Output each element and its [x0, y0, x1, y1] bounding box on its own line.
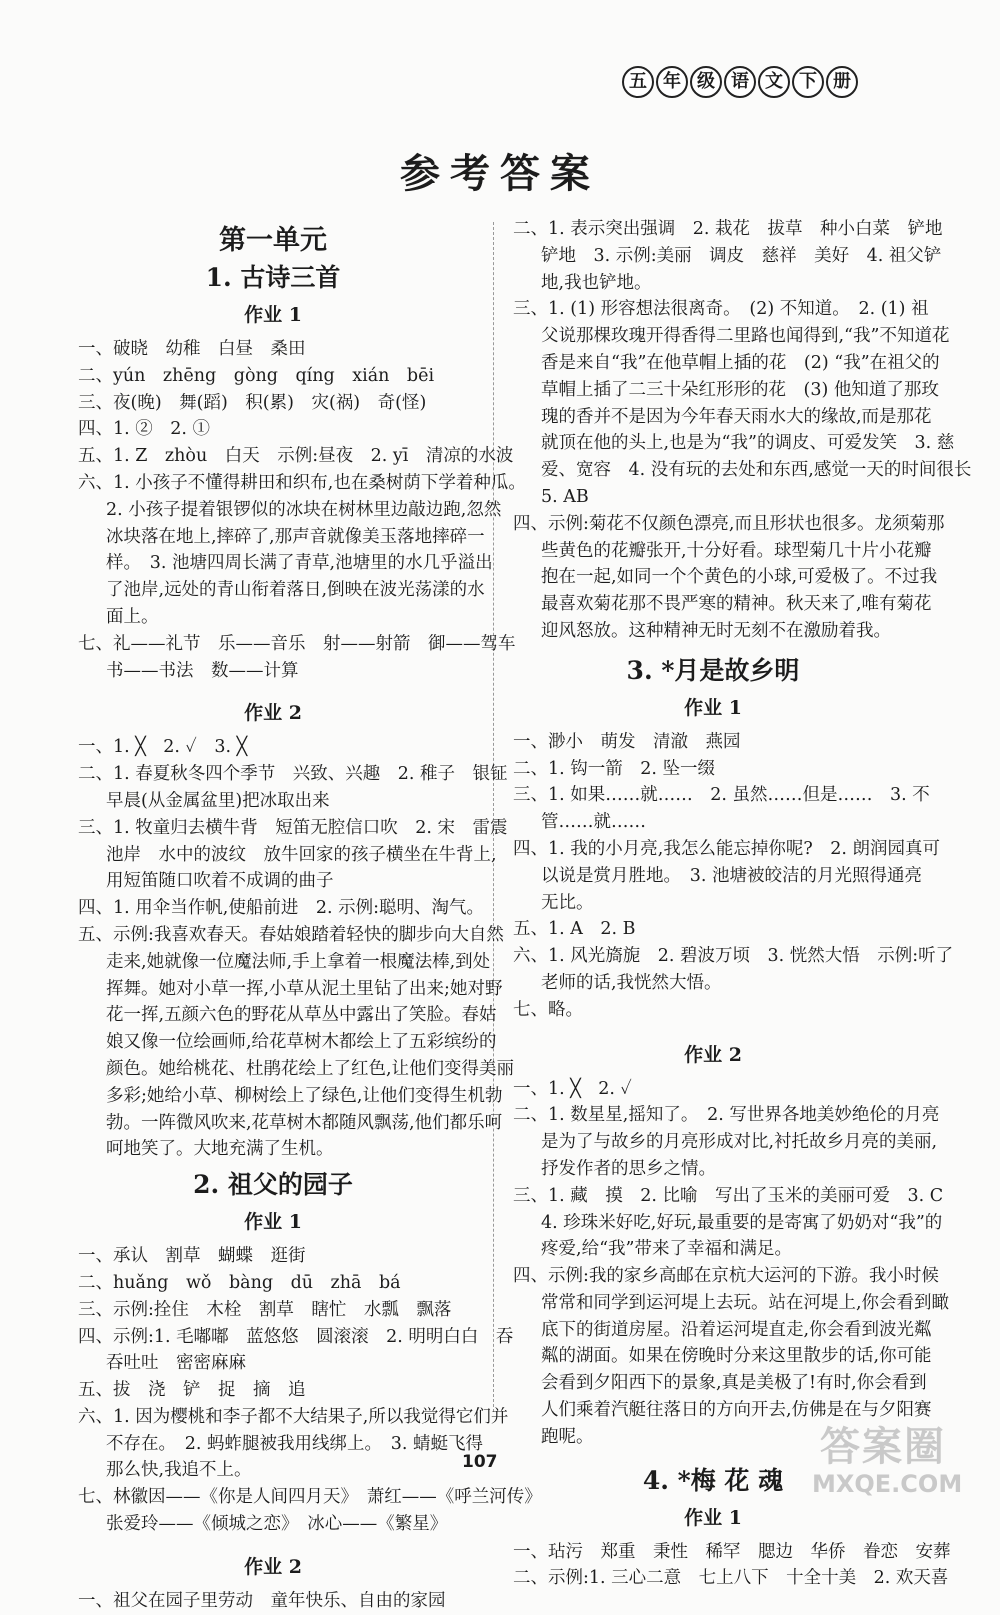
watermark-url: MXQE.COM: [812, 1470, 963, 1498]
answer-line: 常常和同学到运河堤上去玩。站在河堤上,你会看到瞰: [541, 1292, 950, 1313]
right-column: [513, 216, 972, 1592]
homework-heading: 作业 1: [684, 1506, 742, 1529]
answer-line: 人们乘着汽艇往落日的方向开去,仿佛是在与夕阳赛: [541, 1400, 932, 1421]
badge-char: 级: [690, 66, 722, 98]
lesson-heading: 3. *月是故乡明: [626, 655, 800, 685]
badge-char: 年: [656, 66, 688, 98]
answer-line: 会看到夕阳西下的景象,真是美极了!有时,你会看到: [541, 1373, 927, 1394]
answer-line: 二、1. 春夏秋冬四个季节 兴致、兴趣 2. 稚子 银钲: [78, 764, 508, 785]
answer-line: 三、1. 藏 摸 2. 比喻 写出了玉米的美丽可爱 3. C: [513, 1185, 944, 1206]
answer-line: 一、1. ╳ 2. ✓ 3. ╳: [78, 737, 248, 758]
answer-line: 最喜欢菊花那不畏严寒的精神。秋天来了,唯有菊花: [541, 594, 932, 615]
answer-line: 走来,她就像一位魔法师,手上拿着一根魔法棒,到处: [106, 951, 491, 972]
answer-line: 地,我也铲地。: [541, 272, 652, 293]
answer-line: 爱、宽容 4. 没有玩的去处和东西,感觉一天的时间很长: [541, 460, 972, 481]
homework-heading: 作业 2: [684, 1043, 742, 1066]
answer-line: 一、祖父在园子里劳动 童年快乐、自由的家园: [78, 1590, 446, 1611]
grade-badge: [622, 66, 858, 98]
answer-line: 跑呢。: [541, 1426, 594, 1447]
answer-line: 六、1. 因为樱桃和李子都不大结果子,所以我觉得它们并: [78, 1406, 509, 1427]
answer-line: 张爱玲——《倾城之恋》 冰心——《繁星》: [106, 1514, 448, 1535]
answer-line: 些黄色的花瓣张开,十分好看。球型菊几十片小花瓣: [541, 540, 932, 561]
answer-line: 五、1. A 2. B: [513, 919, 636, 940]
badge-char: 五: [622, 66, 654, 98]
answer-line: 五、拔 浇 铲 捉 摘 追: [78, 1380, 306, 1401]
answer-line: 香是来自“我”在他草帽上插的花 (2) “我”在祖父的: [541, 352, 940, 373]
answer-line: 管……就……: [541, 812, 646, 833]
unit-heading: 第一单元: [219, 225, 327, 256]
homework-heading: 作业 1: [684, 696, 742, 719]
answer-line: 草帽上插了二三十朵红形形的花 (3) 他知道了那玫: [541, 379, 939, 400]
answer-line: 六、1. 小孩子不懂得耕田和织布,也在桑树荫下学着种瓜。: [78, 472, 526, 493]
answer-line: 一、破晓 幼稚 白昼 桑田: [78, 339, 306, 359]
answer-line: 抒发作者的思乡之情。: [541, 1158, 716, 1179]
homework-heading: 作业 1: [244, 304, 302, 326]
answer-line: 那么快,我追不上。: [106, 1460, 252, 1481]
column-divider: [493, 222, 494, 1412]
answer-line: 以说是赏月胜地。 3. 池塘被皎洁的月光照得通亮: [541, 865, 923, 886]
lesson-heading: 1. 古诗三首: [205, 263, 341, 292]
answer-line: 二、yún zhēng gòng qíng xián bēi: [78, 365, 435, 386]
answer-line: 一、玷污 郑重 秉性 稀罕 腮边 华侨 眷恋 安葬: [513, 1541, 951, 1562]
answer-line: 吞吐吐 密密麻麻: [106, 1353, 246, 1374]
badge-char: 语: [724, 66, 756, 98]
answer-line: 冰块落在地上,摔碎了,那声音就像美玉落地摔碎一: [106, 526, 485, 547]
answer-line: 早晨(从金属盆里)把冰取出来: [106, 790, 330, 811]
answer-line: 四、示例:菊花不仅颜色漂亮,而且形状也很多。龙须菊那: [513, 513, 945, 534]
answer-line: 不存在。 2. 蚂蚱腿被我用线绑上。 3. 蜻蜓飞得: [106, 1433, 484, 1454]
answer-block: [78, 1588, 468, 1615]
answer-block: [78, 336, 526, 684]
answer-line: 5. AB: [541, 486, 589, 507]
answer-block: [78, 734, 515, 1163]
lesson-heading: 4. *梅 花 魂: [642, 1465, 784, 1495]
answer-line: 六、1. 风光旖旎 2. 碧波万顷 3. 恍然大悟 示例:听了: [513, 946, 954, 967]
answer-line: 四、示例:我的家乡高邮在京杭大运河的下游。我小时候: [513, 1266, 939, 1287]
answer-line: 三、1. (1) 形容想法很离奇。 (2) 不知道。 2. (1) 祖: [513, 299, 929, 320]
answer-line: 娘又像一位绘画师,给花草树木都绘上了五彩缤纷的: [106, 1032, 497, 1053]
answer-line: 2. 小孩子提着银锣似的冰块在树林里边敲边跑,忽然: [106, 499, 502, 520]
answer-line: 呵地笑了。大地充满了生机。: [106, 1139, 334, 1160]
answer-line: 二、huǎng wǒ bàng dū zhā bá: [78, 1272, 401, 1293]
homework-heading: 作业 2: [244, 702, 302, 725]
answer-line: 粼的湖面。如果在傍晚时分来这里散步的话,你可能: [541, 1346, 932, 1367]
answer-line: 瑰的香并不是因为今年春天雨水大的缘故,而是那花: [541, 406, 932, 427]
answer-line: 二、1. 钩一箭 2. 坠一缀: [513, 758, 716, 779]
watermark-logo: 答案圈: [820, 1424, 946, 1470]
answer-line: 七、礼——礼节 乐——音乐 射——射箭 御——驾车: [78, 633, 516, 654]
badge-char: 文: [758, 66, 790, 98]
answer-line: 五、示例:我喜欢春天。春姑娘踏着轻快的脚步向大自然: [78, 924, 504, 945]
answer-line: 勃。一阵微风吹来,花草树木都随风飘荡,他们都乐呵: [106, 1112, 503, 1133]
answer-line: 七、林徽因——《你是人间四月天》 萧红——《呼兰河传》: [78, 1487, 542, 1508]
page-title: 参考答案: [400, 150, 600, 197]
answer-line: 铲地 3. 示例:美丽 调皮 慈祥 美好 4. 祖父铲: [541, 245, 942, 266]
lesson-heading: 2. 祖父的园子: [193, 1170, 353, 1200]
badge-char: 册: [826, 66, 858, 98]
homework-heading: 作业 2: [244, 1555, 302, 1578]
answer-line: 花一挥,五颜六色的野花从草丛中露出了笑脸。春姑: [106, 1005, 497, 1026]
answer-line: 样。 3. 池塘四周长满了青草,池塘里的水几乎溢出: [106, 553, 493, 574]
answer-line: 多彩;她给小草、柳树绘上了绿色,让他们变得生机勃: [106, 1085, 503, 1106]
answer-line: 迎风怒放。这种精神无时无刻不在激励着我。: [541, 620, 891, 641]
answer-line: 一、承认 割草 蝴蝶 逛街: [78, 1246, 306, 1267]
answer-line: 四、1. 用伞当作帆,使船前进 2. 示例:聪明、淘气。: [78, 898, 484, 919]
answer-line: 一、1. ╳ 2. ✓: [513, 1078, 632, 1099]
page-number: 107: [462, 1452, 498, 1472]
answer-line: 疼爱,给“我”带来了幸福和满足。: [541, 1239, 792, 1260]
answer-line: 书——书法 数——计算: [106, 660, 299, 681]
answer-line: 无比。: [541, 892, 594, 913]
answer-line: 四、1. 我的小月亮,我怎么能忘掉你呢? 2. 朗润园真可: [513, 838, 940, 859]
answer-line: 三、示例:拴住 木栓 割草 瞎忙 水瓢 飘落: [78, 1299, 452, 1320]
answer-line: 用短笛随口吹着不成调的曲子: [106, 871, 334, 892]
answer-line: 三、夜(晚) 舞(蹈) 积(累) 灾(祸) 奇(怪): [78, 392, 427, 413]
homework-heading: 作业 1: [244, 1211, 302, 1234]
answer-block: [513, 216, 972, 645]
answer-block: [513, 729, 954, 1024]
answer-line: 父说那棵玫瑰开得香得二里路也闻得到,“我”不知道花: [541, 326, 950, 347]
answer-line: 三、1. 牧童归去横牛背 短笛无腔信口吹 2. 宋 雷震: [78, 817, 508, 838]
answer-line: 池岸 水中的波纹 放牛回家的孩子横坐在牛背上,: [106, 844, 497, 865]
answer-line: 了池岸,远处的青山衔着落日,倒映在波光荡漾的水: [106, 580, 485, 601]
answer-line: 是为了与故乡的月亮形成对比,衬托故乡月亮的美丽,: [541, 1132, 938, 1153]
answer-line: 五、1. Z zhòu 白天 示例:昼夜 2. yī 清凉的水波: [78, 446, 514, 467]
badge-char: 下: [792, 66, 824, 98]
answer-line: 4. 珍珠米好吃,好玩,最重要的是寄寓了奶奶对“我”的: [541, 1212, 943, 1233]
answer-line: 二、示例:1. 三心二意 七上八下 十全十美 2. 欢天喜: [513, 1568, 949, 1589]
answer-line: 四、示例:1. 毛嘟嘟 蓝悠悠 圆滚滚 2. 明明白白 吞: [78, 1326, 514, 1347]
answer-line: 七、略。: [513, 999, 583, 1020]
answer-line: 老师的话,我恍然大悟。: [541, 972, 722, 993]
answer-block: [513, 1539, 951, 1593]
answer-line: 二、1. 表示突出强调 2. 栽花 拔草 种小白菜 铲地: [513, 219, 943, 239]
answer-line: 挥舞。她对小草一挥,小草从泥土里钻了出来;她对野: [106, 978, 503, 999]
answer-line: 就顶在他的头上,也是为“我”的调皮、可爱发笑 3. 慈: [541, 433, 955, 454]
answer-line: 三、1. 如果……就…… 2. 虽然……但是…… 3. 不: [513, 785, 930, 806]
answer-line: 面上。: [106, 606, 159, 627]
answer-line: 抱在一起,如同一个个黄色的小球,可爱极了。不过我: [541, 567, 938, 588]
answer-line: 颜色。她给桃花、杜鹃花绘上了红色,让他们变得美丽: [106, 1058, 515, 1079]
answer-line: 四、1. ② 2. ①: [78, 419, 211, 440]
answer-line: 一、渺小 萌发 清澈 燕园: [513, 731, 741, 752]
answer-line: 二、1. 数星星,摇知了。 2. 写世界各地美妙绝伦的月亮: [513, 1105, 940, 1126]
answer-line: 底下的街道房屋。沿着运河堤直走,你会看到波光粼: [541, 1319, 932, 1340]
